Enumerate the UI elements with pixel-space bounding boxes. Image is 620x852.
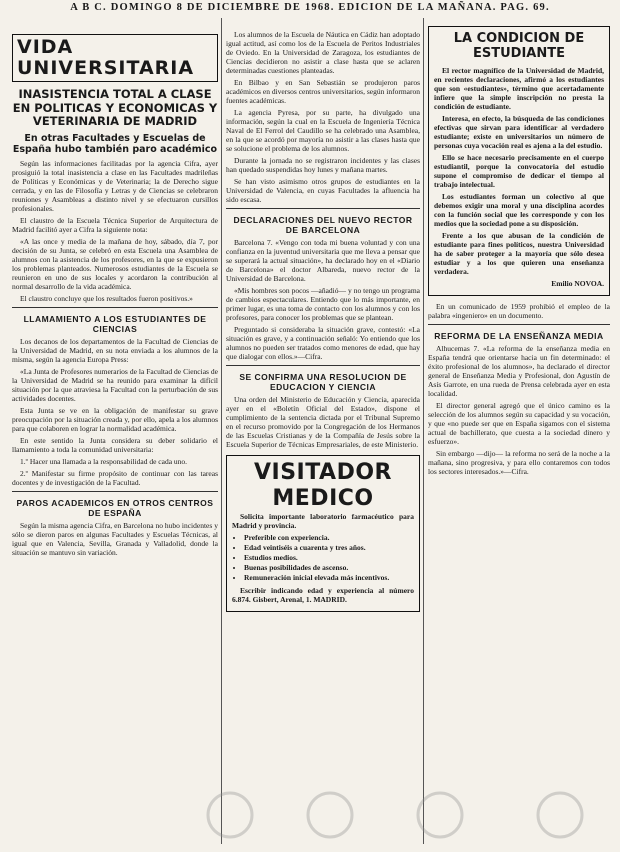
section-headline: SE CONFIRMA UNA RESOLUCION DE EDUCACION Y CIENCIA xyxy=(239,372,407,392)
editorial-paragraph: El rector magnífico de la Universidad de Madrid, en recientes declaraciones, afirmó a los estudiantes que son «estudiantes», término que acertadamente infiere que la simple inscripción no presta la condición de estudiante. xyxy=(434,66,604,111)
article-paragraph: «A las once y media de la mañana de hoy, sábado, día 7, por decisión de su Junta, se celebró en esta Escuela una Asamblea de alumnos con la asistencia de los profesores, en la que se expusieron los problemas planteados. Numerosos estudiantes de la Escuela se reunieron en uno de sus locales y acordaron la contribución al normal desarrollo de la vida académica. xyxy=(12,236,218,291)
ad-contact: Escribir indicando edad y experiencia al número 6.874. Gisbert, Arenal, 1. MADRID. xyxy=(232,586,414,604)
article-paragraph: Los decanos de los departamentos de la Facultad de Ciencias de la Universidad de Madrid, en su nota enviada a los alumnos de la misma, según la agencia Europa Press: xyxy=(12,336,218,364)
article-paragraph: Se han visto asimismo otros grupos de estudiantes en la Universidad de Valencia, en cuyas Facultades la afluencia ha sido escasa. xyxy=(226,177,420,204)
section-headline: LLAMAMIENTO A LOS ESTUDIANTES DE CIENCIAS xyxy=(23,313,207,334)
ad-title: VISITADOR MEDICO xyxy=(254,460,392,511)
ad-list-item: • Preferible con experiencia. xyxy=(244,533,414,543)
article-paragraph: «La Junta de Profesores numerarios de la Facultad de Ciencias de la Universidad de Madrid se ha reunido para examinar la difícil situación por la que atraviesa la Facultad con la perturbación de sus actividades docentes. xyxy=(12,366,218,403)
section-banner-line: VIDA xyxy=(17,36,74,58)
article-paragraph: En un comunicado de 1959 prohibió el empleo de la palabra «ingeniero» en un documento. xyxy=(428,302,610,320)
article-paragraph: 2.º Manifestar su firme propósito de continuar con las tareas docentes y de investigación de la Facultad. xyxy=(12,468,218,487)
article-paragraph: Durante la jornada no se registraron incidentes y las clases han quedado suspendidas hoy lunes y mañana martes. xyxy=(226,156,420,174)
article-paragraph: Los alumnos de la Escuela de Náutica en Cádiz han adoptado igual actitud, así como los de la Escuela de Peritos Industriales de Oviedo. En la Universidad de Zaragoza, los estudiantes de Ciencias decidieron no asistir a clase hasta que se aclaren determinadas cuestiones planteadas. xyxy=(226,30,420,75)
article-paragraph: Una orden del Ministerio de Educación y Ciencia, aparecida ayer en el «Boletín Oficial del Estado», dispone el cumplimiento de la sentencia dictada por el Tribunal Supremo en el recurso promovido por la Congregación de los Hermanos de las Escuelas Cristianas y de la Compañía de Jesús sobre la Escuela Superior de Técnicas Empresariales, de este Ministerio. xyxy=(226,395,420,449)
article-paragraph: El director general agregó que el único camino es la selección de los alumnos según su capacidad y su vocación, y que «no puede ser que en España sigamos con el sistema actual de bachillerato, que cuesta a la sociedad dinero y esfuerzo». xyxy=(428,401,610,446)
editorial-signature: Emilio NOVOA. xyxy=(551,279,604,288)
editorial-paragraph: Frente a los que abusan de la condición de estudiante para fines políticos, nuestra Universidad ha de saber proteger a la mayoría que sólo desea estudiar y a los que quieren una enseñanza verdadera. xyxy=(434,231,604,276)
article-paragraph: En Bilbao y en San Sebastián se produjeron paros académicos en diversos centros universitarios, según informaron fuentes académicas. xyxy=(226,78,420,105)
editorial-paragraph: Ello se hace necesario precisamente en el cuerpo estudiantil, porque la convocatoria del estudio supone el compromiso de dedicar el tiempo al trabajo intelectual. xyxy=(434,153,604,189)
section-headline: REFORMA DE LA ENSEÑANZA MEDIA xyxy=(434,331,604,341)
article-paragraph: 1.º Hacer una llamada a la responsabilidad de cada uno. xyxy=(20,456,188,466)
article-paragraph: «Mis hombres son pocos —añadió— y no tengo un programa de cambios espectaculares. Entiendo que lo más importante, en primer lugar, es una toma de contacto con los alumnos y con los profesores, para conocer los problemas que se plantean. xyxy=(226,286,420,322)
ad-list-item: • Edad veintiséis a cuarenta y tres años. xyxy=(244,543,414,553)
main-headline: INASISTENCIA TOTAL A CLASE EN POLITICAS Y ECONOMICAS Y VETERINARIA DE MADRID xyxy=(12,87,218,128)
editorial-paragraph: Los estudiantes forman un colectivo al que debemos exigir una moral y una disciplina acordes con la función social que les corresponde y con los medios que la sociedad pone a su disposición. xyxy=(434,192,604,228)
article-paragraph: Alhucemas 7. «La reforma de la enseñanza media en España tendrá que orientarse hacia un fin determinado: el éxito profesional de los alumnos», ha declarado el director general de Enseñanza Media y Profesional, don Agustín de Asís Garrote, en una rueda de Prensa celebrada ayer en esta localidad. xyxy=(428,344,610,398)
article-paragraph: El claustro concluye que los resultados fueron positivos.» xyxy=(20,293,193,303)
article-paragraph: Según las informaciones facilitadas por la agencia Cifra, ayer prosiguió la total inasistencia a clase en las Facultades madrileñas de Políticas y Económicas y de Veterinaria; la de Derecho sigue cerrada, y en las de Filosofía y Letras y de Ciencias se celebraron reuniones y Asambleas a distinto nivel y se efectuaron cursillos profesionales. xyxy=(12,158,218,213)
article-paragraph: Preguntado si consideraba la situación grave, contestó: «La situación es grave, y a continuación señaló: Yo entiendo que los alumnos no pueden ser tratados como menores de edad, que hay que dialogar con ellos.»—Cifra. xyxy=(226,325,420,361)
ad-list-item: • Buenas posibilidades de ascenso. xyxy=(244,563,414,573)
subheadline: En otras Facultades y Escuelas de España hubo también paro académico xyxy=(12,132,218,155)
article-paragraph: Según la misma agencia Cifra, en Barcelona no hubo incidentes y sólo se dieron paros en algunas Facultades y Escuelas Técnicas, al igual que en Valencia, Sevilla, Granada y Valladolid, donde la situación se mantuvo sin variación. xyxy=(12,520,218,557)
section-headline: DECLARACIONES DEL NUEVO RECTOR DE BARCELONA xyxy=(233,215,413,235)
section-headline: PAROS ACADEMICOS EN OTROS CENTROS DE ESPAÑA xyxy=(16,497,214,518)
article-paragraph: La agencia Pyresa, por su parte, ha divulgado una información, según la cual en la Escuela de Ingeniería Técnica Naval de El Ferrol del Caudillo se ha celebrado una Asamblea, en la que se acordó por mayoría no asistir a las clases hasta que se solucione el problema de los alumnos. xyxy=(226,108,420,153)
article-paragraph: En este sentido la Junta considera su deber solidario el llamamiento a toda la comunidad universitaria: xyxy=(12,435,218,454)
article-paragraph: Sin embargo —dijo— la reforma no será de la noche a la mañana, sino progresiva, y para ello contaremos con todos los sectores interesados.»—Cifra. xyxy=(428,449,610,476)
article-paragraph: Esta Junta se ve en la obligación de manifestar su grave preocupación por la situación creada y, por ello, apela a los alumnos para que colaboren en lograr la normalidad académica. xyxy=(12,405,218,433)
article-paragraph: Barcelona 7. «Vengo con toda mi buena voluntad y con una confianza en la juventud universitaria que me lleva a pensar que se superará la actual situación», ha declarado hoy en el «Diario de Barcelona» el doctor Albareda, nuevo rector de la Universidad de Barcelona. xyxy=(226,238,420,283)
page-masthead: A B C. DOMINGO 8 DE DICIEMBRE DE 1968. EDICION DE LA MAÑANA. PAG. 69. xyxy=(70,2,550,13)
article-paragraph: El claustro de la Escuela Técnica Superior de Arquitectura de Madrid facilitó ayer a Cifra la siguiente nota: xyxy=(12,215,218,234)
editorial-title: LA CONDICION DE ESTUDIANTE xyxy=(453,31,585,61)
editorial-paragraph: Interesa, en efecto, la búsqueda de las condiciones efectivas que sirvan para identificar al verdadero estudiante; existe en universitarios un número de personas cuya vocación real es ajena a la del estudio. xyxy=(434,114,604,150)
section-banner-line: UNIVERSITARIA xyxy=(17,57,195,79)
ad-intro: Solicita importante laboratorio farmacéutico para Madrid y provincia. xyxy=(232,512,414,530)
ad-list-item: • Estudios medios. xyxy=(244,553,414,563)
watermark-stamp xyxy=(208,793,582,837)
ad-list-item: • Remuneración inicial elevada más incentivos. xyxy=(244,573,414,583)
